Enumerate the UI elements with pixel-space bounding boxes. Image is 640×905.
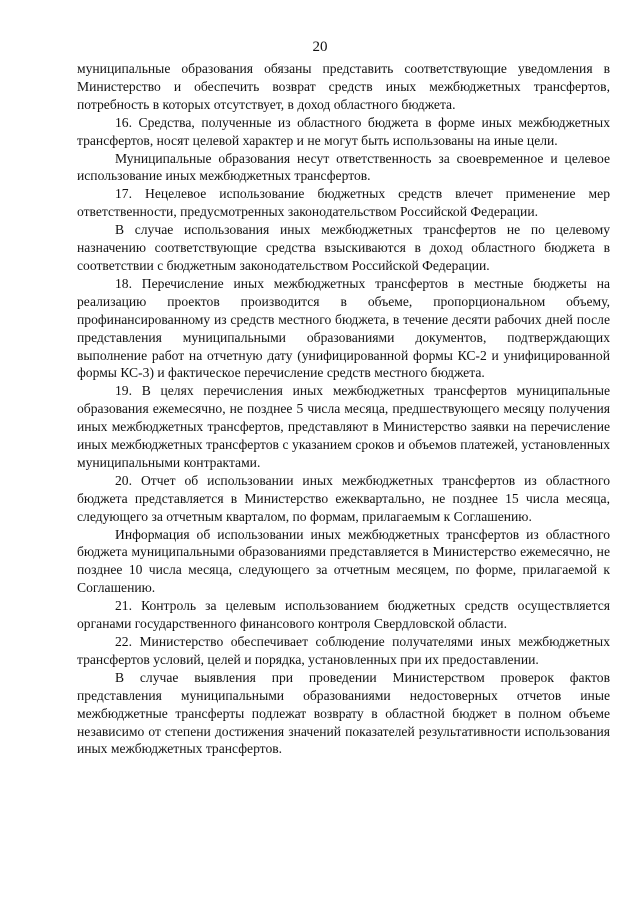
paragraph-item-17: 17. Нецелевое использование бюджетных средств влечет применение мер ответственности, предусмотренных законодательством Российской Федерации. (77, 186, 610, 220)
paragraph-monthly-information: Информация об использовании иных межбюджетных трансфертов из областного бюджета муниципальными образованиями представляется в Министерство ежемесячно, не позднее 10 числа месяца, следующего за отчетным месяцем, по форме, прилагаемой к Соглашению. (77, 526, 610, 596)
paragraph-misuse-recovery: В случае использования иных межбюджетных трансфертов не по целевому назначению соответствующие средства взыскиваются в доход областного бюджета в соответствии с бюджетным законодательством Российской Федерации. (77, 222, 610, 273)
paragraph-item-20: 20. Отчет об использовании иных межбюджетных трансфертов из областного бюджета представляется в Министерство ежеквартально, не позднее 15 числа месяца, следующего за отчетным кварталом, по формам, прилагаемым к Соглашению. (77, 472, 610, 524)
paragraph-responsibility: Муниципальные образования несут ответственность за своевременное и целевое использование иных межбюджетных трансфертов. (77, 150, 610, 184)
paragraph-continuation: муниципальные образования обязаны представить соответствующие уведомления в Министерство и обеспечить возврат средств иных межбюджетных трансфертов, потребность в которых отсутствует, в доход областного бюджета. (77, 61, 610, 112)
paragraph-refund-case: В случае выявления при проведении Министерством проверок фактов представления муниципальными образованиями недостоверных отчетов иные межбюджетные трансферты подлежат возврату в областной бюджет в полном объеме независимо от степени достижения значений показателей результативности использования иных межбюджетных трансфертов. (77, 669, 610, 757)
paragraph-item-18: 18. Перечисление иных межбюджетных трансфертов в местные бюджеты на реализацию проектов производится в объеме, пропорциональном объему, профинансированному из средств местного бюджета, в течение десяти рабочих дней после представления муниципальными образованиями документов, подтверждающих выполнение работ на отчетную дату (унифицированной формы КС-2 и унифицированной формы КС-3) и фактическое перечисление средств местного бюджета. (77, 275, 610, 381)
page-number: 20 (312, 39, 328, 55)
paragraph-item-16: 16. Средства, полученные из областного бюджета в форме иных межбюджетных трансфертов, носят целевой характер и не могут быть использованы на иные цели. (77, 114, 610, 148)
paragraph-item-21: 21. Контроль за целевым использованием бюджетных средств осуществляется органами государственного финансового контроля Свердловской области. (77, 598, 610, 632)
document-body (77, 60, 610, 758)
paragraph-item-22: 22. Министерство обеспечивает соблюдение получателями иных межбюджетных трансфертов условий, целей и порядка, установленных при их предоставлении. (77, 634, 610, 667)
paragraph-item-19: 19. В целях перечисления иных межбюджетных трансфертов муниципальные образования ежемесячно, не позднее 5 числа месяца, предшествующего месяцу получения иных межбюджетных трансфертов, представляют в Министерство заявки на перечисление иных межбюджетных трансфертов с указанием сроков и объемов платежей, установленных муниципальными контрактами. (77, 383, 610, 470)
